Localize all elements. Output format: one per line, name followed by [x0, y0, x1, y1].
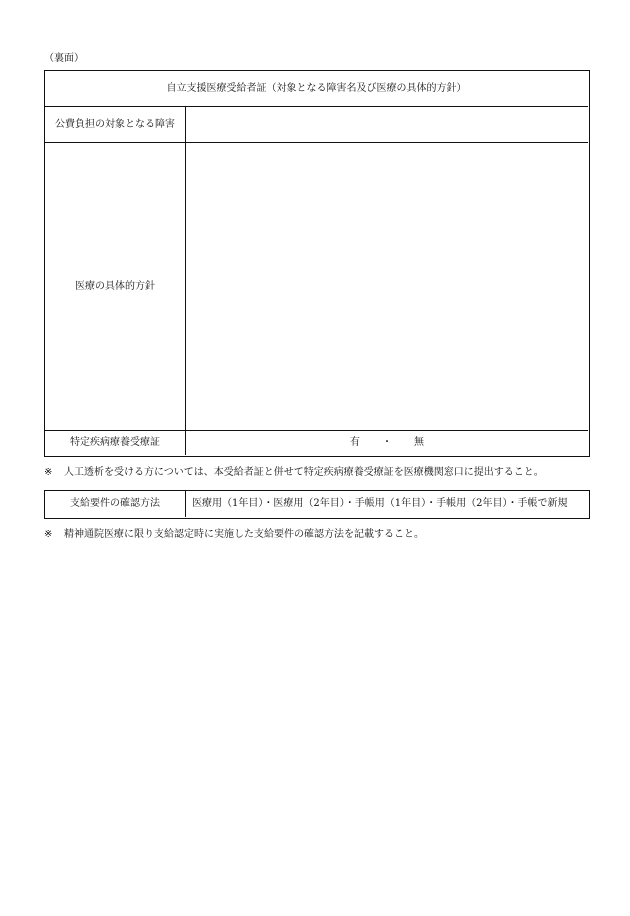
treatment-policy-label: 医療の具体的方針 — [45, 143, 186, 431]
page-side-label: （裏面） — [44, 53, 84, 64]
psychiatric-note-text: 精神通院医療に限り支給認定時に実施した支給要件の確認方法を記載すること。 — [64, 529, 424, 540]
specified-disease-certificate-options — [186, 431, 588, 455]
psychiatric-note — [44, 528, 424, 542]
option-yes[interactable]: 有 — [350, 437, 360, 448]
treatment-policy-value-field[interactable] — [186, 143, 588, 431]
confirmation-method-table — [44, 490, 590, 519]
confirmation-method-options[interactable]: 医療用（1年目）・医療用（2年目）・手帳用（1年目）・手帳用（2年目）・手帳で新規 — [192, 498, 568, 509]
disability-value-field[interactable] — [186, 107, 588, 143]
dialysis-note — [44, 466, 544, 480]
option-no[interactable]: 無 — [414, 437, 424, 448]
disability-label: 公費負担の対象となる障害 — [45, 107, 186, 143]
certificate-table — [44, 70, 590, 457]
certificate-title: 自立支援医療受給者証（対象となる障害名及び医療の具体的方針） — [45, 71, 588, 107]
dialysis-note-text: 人工透析を受ける方については、本受給者証と併せて特定疾病療養受療証を医療機関窓口に提出すること。 — [64, 467, 544, 478]
note-mark: ※ — [44, 529, 53, 540]
note-mark: ※ — [44, 467, 53, 478]
specified-disease-certificate-label: 特定疾病療養受療証 — [45, 431, 186, 455]
confirmation-method-label: 支給要件の確認方法 — [45, 491, 186, 517]
option-separator: ・ — [382, 437, 392, 448]
